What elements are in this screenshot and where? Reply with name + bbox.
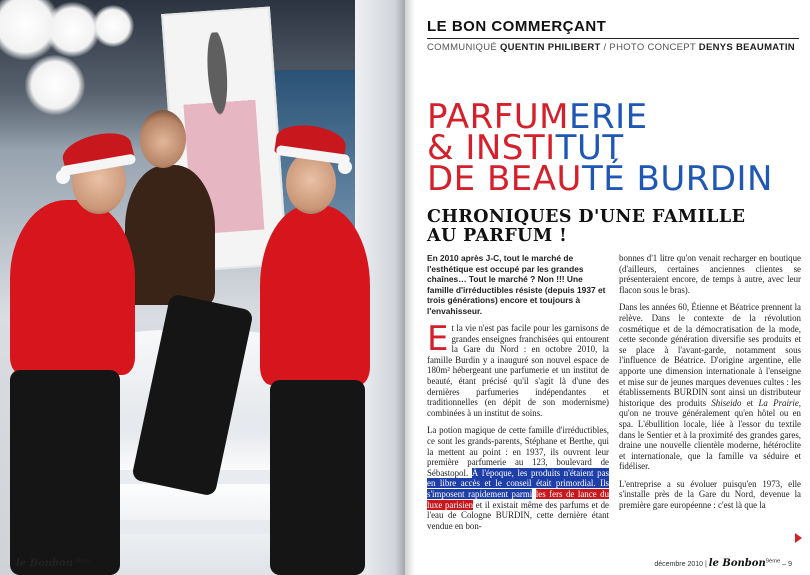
ceiling-lamp xyxy=(25,55,85,115)
paragraph: Et la vie n'est pas facile pour les garnisons de grandes enseignes franchisées qui entourent la Gare du Nord : en octobre 2010, la famille Burdin y a inauguré son nouvel espace de 180m² hébergeant une parfumerie et un institut de beauté, étant précisé qu'il s'agit là d'une des dernières parfumeries indépendantes et traditionnelles (en dépit de son modernisme) combinées à un institut de soins. xyxy=(427,319,609,418)
title-line: & INSTITUT xyxy=(427,128,624,168)
folio-date: décembre 2010 | xyxy=(654,561,709,568)
credits-label: COMMUNIQUÉ xyxy=(427,42,500,53)
paragraph: bonnes d'1 litre qu'on venait recharger en boutique (d'ailleurs, certaines anciennes clientes se présenteraient encore, de temps à autre, avec leur flacon sous le bras). xyxy=(619,253,801,295)
article-credits xyxy=(427,42,795,53)
article-title xyxy=(427,97,807,199)
credits-photographer: DENYS BEAUMATIN xyxy=(698,42,795,53)
right-folio xyxy=(654,558,792,569)
credits-label: / PHOTO CONCEPT xyxy=(600,42,699,53)
ceiling-lamp xyxy=(92,5,134,47)
article-subtitle: CHRONIQUES D'UNE FAMILLE AU PARFUM ! xyxy=(427,207,746,246)
page-number: – 9 xyxy=(780,561,792,568)
rubric-divider xyxy=(427,38,799,39)
paragraph: La potion magique de cette famille d'irréductibles, ce sont les grands-parents, Stéphane et Berthe, qui la mettent au point : en 1937, ils ouvrent leur première parfumerie au 123, boulevard de Sébastopol. À l'époque, les produits n'étaient pas en libre accès et le conseil était primordial. Ils s'imposent rapidement parmi les fers de lance du luxe parisien et il existait même des parfums et de l'eau de Cologne BURDIN, cette dernière étant vendue en bon- xyxy=(427,425,610,531)
title-line: DE BEAUTÉ BURDIN xyxy=(427,159,773,199)
folio-small-label: 9ème xyxy=(765,558,781,565)
article-lead: En 2010 après J-C, tout le marché de l'esthétique est occupé par les grandes chaînes… Tout le marché ? Non !!! Une famille d'irréductibles résiste (depuis 1937 et trois générations) encore et toujours à l'envahisseur. xyxy=(427,253,606,316)
left-folio xyxy=(16,558,90,569)
brand-name: La Prairie xyxy=(758,397,799,408)
highlight-blue: À l'époque, les produits n'étaient pas en libre accès et le conseil était primordial. Ils s'imposent rapidement parmi xyxy=(427,467,609,499)
magazine-logo: le Bonbon xyxy=(708,558,766,569)
paragraph: L'entreprise a su évoluer puisqu'en 1973, elle s'installe près de la Gare du Nord, devenue la première gare européenne : c'est là que la xyxy=(619,478,801,511)
text-column-1 xyxy=(427,253,609,538)
paragraph: Dans les années 60, Étienne et Béatrice prennent la relève. Dans le contexte de la révolution cosmétique et de la démocratisation de la mode, cette seconde génération diversifie ses produits et se place à l'avant-garde, notamment sous l'influence de Béatrice. D'origine argentine, elle apporte une dimension internationale à l'enseigne et mise sur de jeunes marques devenues cultes : les établissements BURDIN sont ainsi un distributeur historique des produits Shiseido et La Prairie, qu'on ne trouve généralement qu'en hôtel ou en spa. L'ébullition locale, liée à l'essor du textile dans le Sentier et à la proximité des grandes gares, draine une nouvelle clientèle moderne, hétéroclite et internationale, que la famille va séduire et fidéliser. xyxy=(619,302,802,472)
continue-arrow-icon xyxy=(795,533,802,543)
credits-author: QUENTIN PHILIBERT xyxy=(499,42,601,53)
title-line: PARFUMERIE xyxy=(427,97,648,137)
folio-small-label: 9ème xyxy=(74,558,90,565)
drop-cap: E xyxy=(427,319,449,359)
text-column-2 xyxy=(619,253,801,518)
section-rubric: LE BON COMMERÇANT xyxy=(427,18,607,35)
article-page xyxy=(405,0,810,575)
brand-name: Shiseido xyxy=(711,397,742,408)
magazine-logo: le Bonbon xyxy=(16,558,73,569)
highlight-red: les fers de lance du luxe parisien xyxy=(427,488,610,510)
